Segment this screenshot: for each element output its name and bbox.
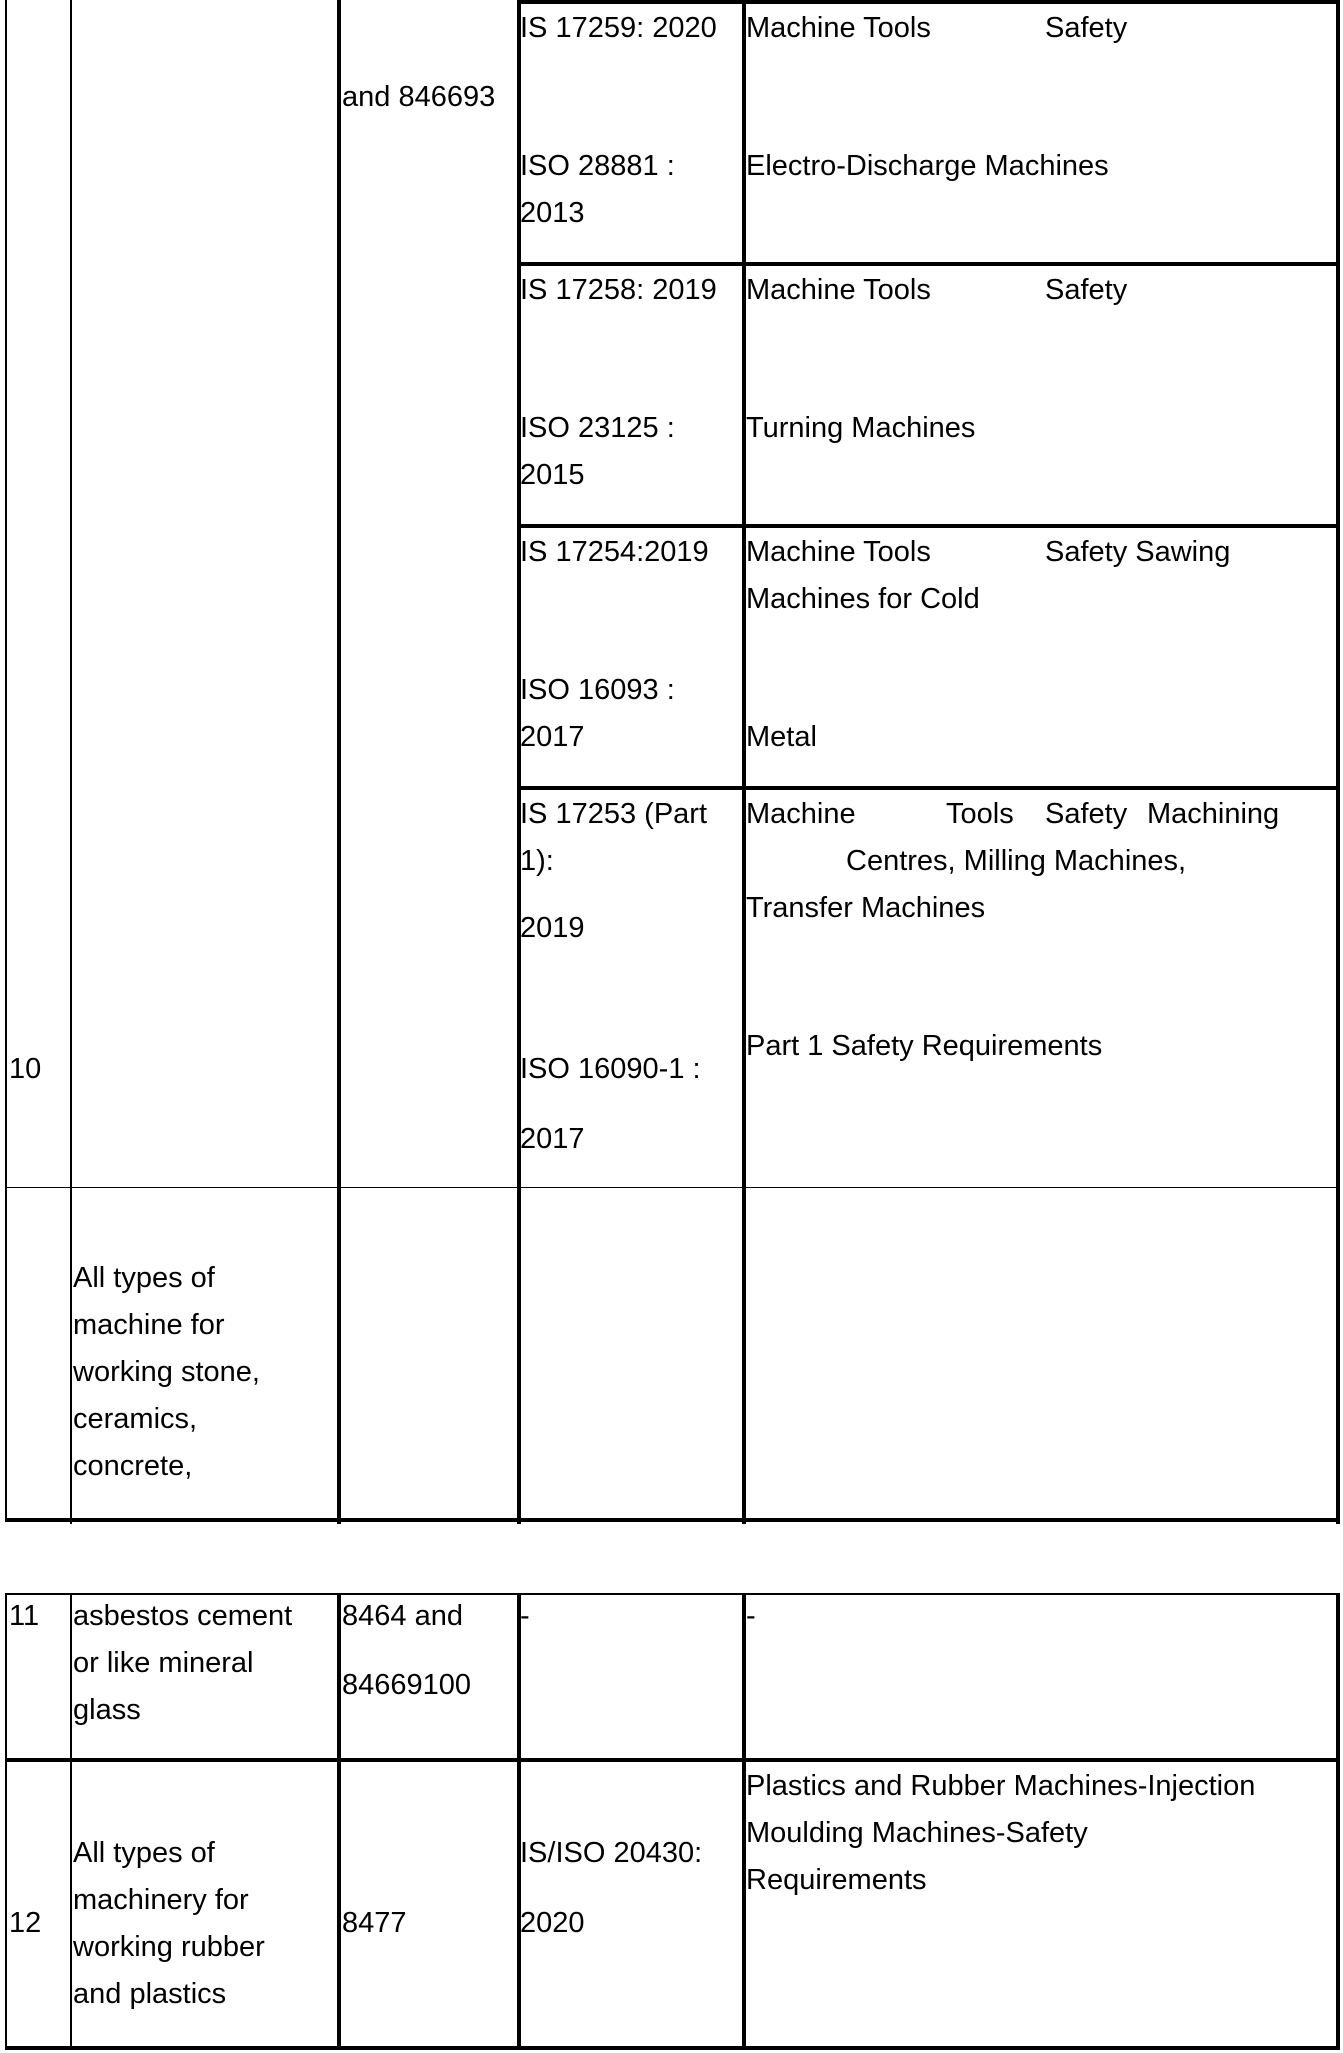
standard-title: Machine Tools (746, 536, 931, 568)
row11-product-line: working stone, (73, 1356, 260, 1388)
row12-product-line: machinery for (73, 1884, 249, 1916)
standard-number: 2017 (520, 1123, 585, 1155)
table-divider-col1 (70, 0, 72, 1524)
row12-hs-code: 8477 (342, 1907, 407, 1939)
standard-number: IS 17254:2019 (520, 536, 709, 568)
row12-title: Moulding Machines-Safety (746, 1817, 1088, 1849)
row12-standard: IS/ISO 20430: (520, 1837, 703, 1869)
standard-title: Centres, Milling Machines, (846, 845, 1187, 877)
table-border-right (1336, 1593, 1340, 2050)
row12-title: Plastics and Rubber Machines-Injection (746, 1770, 1256, 1802)
standard-number: 2013 (520, 197, 585, 229)
row10-sno: 10 (9, 1053, 42, 1085)
standard-number: ISO 16090-1 : (520, 1053, 701, 1085)
row-divider (517, 262, 1340, 266)
standard-title: Machine Tools (746, 274, 931, 306)
standard-title: Safety Sawing (1045, 536, 1231, 568)
row11-product-line: machine for (73, 1309, 225, 1341)
standard-number: 1): (520, 845, 554, 877)
table-divider-col4 (742, 0, 746, 1524)
row-divider (5, 1187, 1340, 1188)
row12-title: Requirements (746, 1864, 927, 1896)
row11-title: - (746, 1600, 756, 1632)
row11-product-line: All types of (73, 1262, 215, 1294)
table-divider-col1 (70, 1593, 72, 2050)
row11-product-line: or like mineral (73, 1647, 254, 1679)
standard-number: ISO 16093 : (520, 674, 675, 706)
standard-title: Machining (1147, 798, 1280, 830)
table-divider-col3 (517, 1593, 521, 2050)
standard-number: 2017 (520, 721, 585, 753)
row11-hs-code: 84669100 (342, 1669, 472, 1701)
table-border-bottom (5, 1518, 1340, 1522)
row-divider (517, 524, 1340, 528)
row11-product-line: ceramics, (73, 1403, 198, 1435)
row-divider (5, 1758, 1340, 1762)
standard-title: Machine (746, 798, 856, 830)
standard-title: Machines for Cold (746, 583, 980, 615)
row12-product-line: and plastics (73, 1978, 227, 2010)
standard-title: Safety (1045, 12, 1128, 44)
row11-product-line: asbestos cement (73, 1600, 293, 1632)
standard-title: Machine Tools (746, 12, 931, 44)
table-border-bottom (5, 2046, 1340, 2050)
standard-title: Metal (746, 721, 817, 753)
row12-product-line: All types of (73, 1837, 215, 1869)
row11-product-line: concrete, (73, 1450, 193, 1482)
row12-product-line: working rubber (73, 1931, 265, 1963)
row-divider (517, 786, 1340, 790)
row11-product-line: glass (73, 1694, 141, 1726)
standard-number: ISO 28881 : (520, 150, 675, 182)
table-border-left (5, 0, 7, 1521)
standard-number: IS 17259: 2020 (520, 12, 717, 44)
standard-title: Transfer Machines (746, 892, 986, 924)
standard-title: Safety (1045, 798, 1128, 830)
row12-sno: 12 (9, 1907, 42, 1939)
table-divider-col2 (337, 0, 341, 1524)
standard-number: 2019 (520, 912, 585, 944)
row11-hs-code: 8464 and (342, 1600, 463, 1632)
table-divider-col2 (337, 1593, 341, 2050)
standard-title: Tools (946, 798, 1014, 830)
standard-number: 2015 (520, 459, 585, 491)
standard-number: IS 17253 (Part (520, 798, 707, 830)
row10-hs-code: and 846693 (342, 81, 496, 113)
standard-number: IS 17258: 2019 (520, 274, 717, 306)
table-border-left (5, 1593, 7, 2050)
standard-title: Turning Machines (746, 412, 976, 444)
standard-title: Part 1 Safety Requirements (746, 1030, 1103, 1062)
standard-number: ISO 23125 : (520, 412, 675, 444)
row11-sno: 11 (9, 1600, 40, 1632)
row11-standard: - (520, 1600, 530, 1632)
standard-title: Safety (1045, 274, 1128, 306)
table-border-right (1336, 0, 1340, 1524)
table-border-top (517, 0, 1340, 4)
standard-title: Electro-Discharge Machines (746, 150, 1109, 182)
row12-standard: 2020 (520, 1907, 585, 1939)
